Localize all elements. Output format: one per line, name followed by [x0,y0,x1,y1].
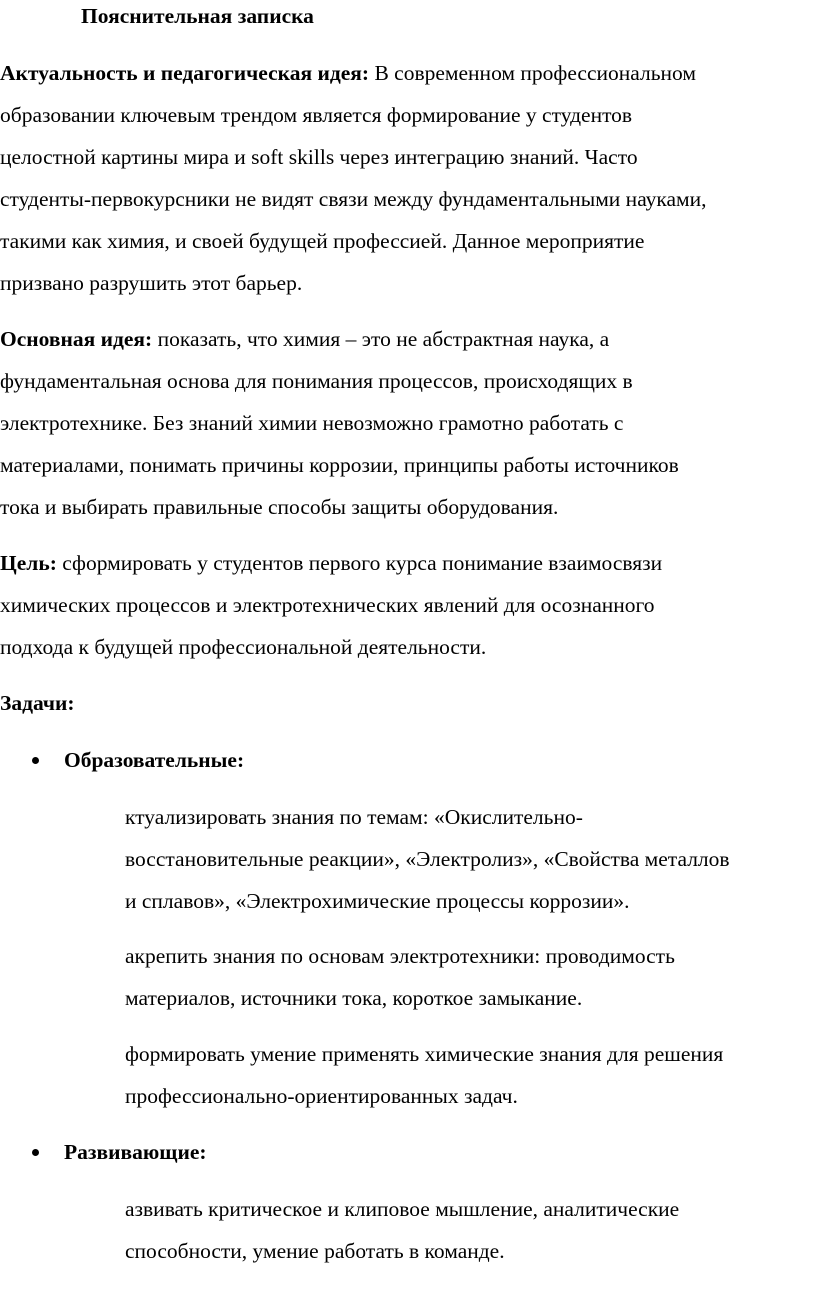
goal-label: Цель: [0,551,57,575]
bullet-icon [32,757,39,764]
paragraph-line: материалами, понимать причины коррозии, принципы работы источников [0,453,679,477]
paragraph-line: целостной картины мира и soft skills через интеграцию знаний. Часто [0,145,638,169]
page-title: Пояснительная записка [81,4,314,28]
paragraph-line: электротехнике. Без знаний химии невозможно грамотно работать с [0,411,624,435]
relevance-label: Актуальность и педагогическая идея: [0,61,370,85]
paragraph-line: химических процессов и электротехнических явлений для осознанного [0,593,655,617]
paragraph-line: фундаментальная основа для понимания процессов, происходящих в [0,369,633,393]
task-item-line: акрепить знания по основам электротехники: проводимость [125,944,675,968]
bullet-icon [32,1149,39,1156]
educational-label: Образовательные: [64,748,245,772]
paragraph-line: студенты-первокурсники не видят связи между фундаментальными науками, [0,187,707,211]
task-item-line: ктуализировать знания по темам: «Окислительно- [125,805,583,829]
paragraph-line: В современном профессиональном [374,61,696,85]
main-idea-label: Основная идея: [0,327,153,351]
task-item-line: материалов, источники тока, короткое замыкание. [125,986,583,1010]
task-item-line: восстановительные реакции», «Электролиз», «Свойства металлов [125,847,730,871]
paragraph-line: подхода к будущей профессиональной деятельности. [0,635,487,659]
developing-label: Развивающие: [64,1140,207,1164]
paragraph-line: такими как химия, и своей будущей профессией. Данное мероприятие [0,229,645,253]
tasks-heading: Задачи: [0,691,75,715]
task-item-line: формировать умение применять химические знания для решения [125,1042,724,1066]
paragraph-line: тока и выбирать правильные способы защиты оборудования. [0,495,559,519]
task-item-line: профессионально-ориентированных задач. [125,1084,518,1108]
paragraph-line: призвано разрушить этот барьер. [0,271,303,295]
paragraph-line: образовании ключевым трендом является формирование у студентов [0,103,633,127]
task-item-line: и сплавов», «Электрохимические процессы коррозии». [125,889,630,913]
paragraph-line: сформировать у студентов первого курса понимание взаимосвязи [62,551,663,575]
task-item-line: способности, умение работать в команде. [125,1239,505,1263]
paragraph-line: показать, что химия – это не абстрактная наука, а [157,327,610,351]
task-item-line: азвивать критическое и клиповое мышление, аналитические [125,1197,680,1221]
